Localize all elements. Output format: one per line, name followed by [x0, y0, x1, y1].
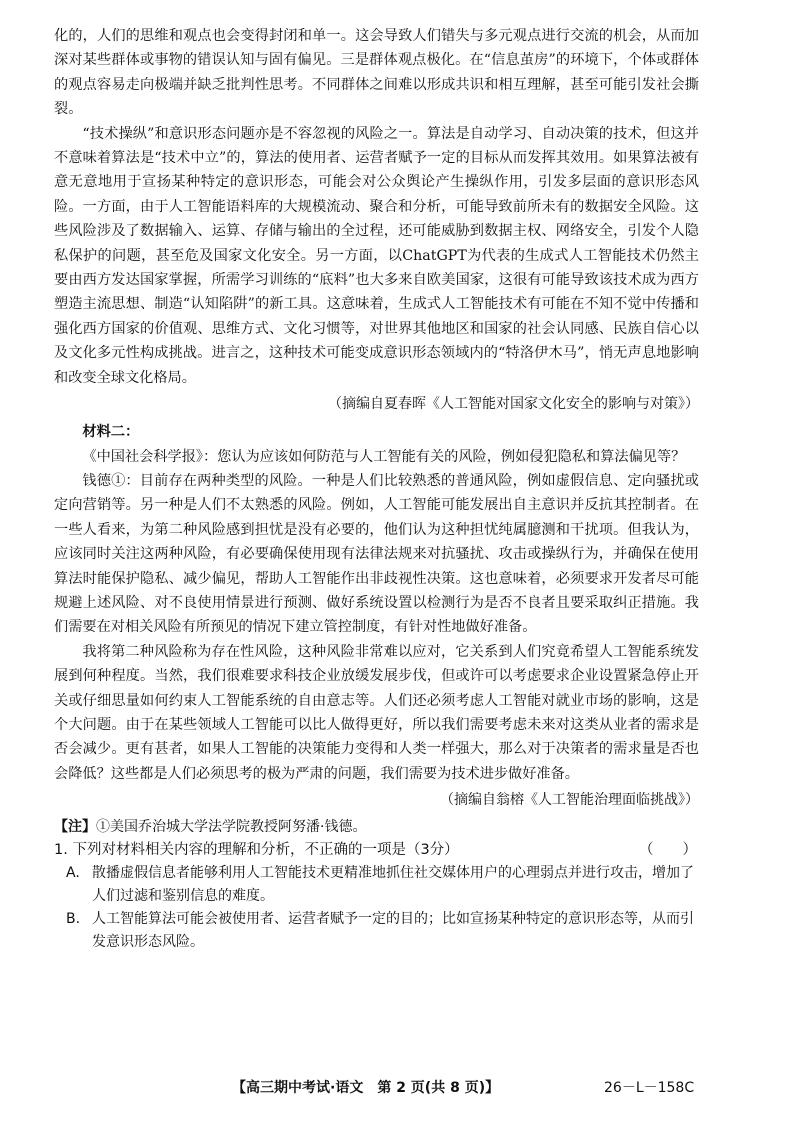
paragraph: 钱德①：目前存在两种类型的风险。一种是人们比较熟悉的普通风险，例如虚假信息、定向骚扰或定向营销等。另一种是人们不太熟悉的风险。例如，人工智能可能发展出自主意识并反抗其控制者。在一些人看来，为第二种风险感到担忧是没有必要的，他们认为这种担忧纯属臆测和干扰项。但我认为，应该同时关注这两种风险，有必要确保使用现有法律法规来对抗骚扰、攻击或操纵行为，并确保在使用算法时能保护隐私、减少偏见，帮助人工智能作出非歧视性决策。这也意味着，必须要求开发者尽可能规避上述风险、对不良使用情景进行预测、做好系统设置以检测行为是否不良者且要采取纠正措施。我们需要在对相关风险有所预见的情况下建立管控制度，有针对性地做好准备。 [54, 472, 699, 636]
footer-code: 26－L－158C [604, 1080, 695, 1096]
footnote [54, 816, 699, 838]
option-text: 散播虚假信息者能够利用人工智能技术更精准地抓住社交媒体用户的心理弱点并进行攻击，增加了人们过滤和鉴别信息的难度。 [92, 865, 694, 905]
paragraph: 我将第二种风险称为存在性风险，这种风险非常难以应对，它关系到人们究竟希望人工智能系统发展到何种程度。当然，我们很难要求科技企业放缓发展步伐，但或许可以考虑要求企业设置紧急停止开关或仔细思量如何约束人工智能系统的自由意志等。人们还必须考虑人工智能对就业市场的影响，这是个大问题。由于在某些领域人工智能可以比人做得更好，所以我们需要考虑未来对这类从业者的需求是否会减少。更有甚者，如果人工智能的决策能力变得和人类一样强大，那么对于决策者的需求量是否也会降低？这些都是人们必须思考的极为严肃的问题，我们需要为技术进步做好准备。 [54, 643, 699, 782]
footnote-text: ①美国乔治城大学法学院教授阿努潘·钱德。 [96, 819, 367, 836]
footer-title: 【高三期中考试·语文 第 2 页(共 8 页)】 [232, 1080, 500, 1096]
option-text: 人工智能算法可能会被使用者、运营者赋予一定的目的；比如宣扬某种特定的意识形态等，从而引发意识形态风险。 [92, 911, 694, 951]
footnote-label: 【注】 [54, 819, 96, 836]
option-b [54, 908, 699, 954]
citation: （摘编自夏春晖《人工智能对国家文化安全的影响与对策》） [328, 396, 699, 413]
citation: （摘编自翁榕《人工智能治理面临挑战》） [440, 792, 699, 809]
option-letter: A. [66, 865, 80, 882]
question-stem [54, 838, 699, 862]
question-text: 1. 下列对材料相关内容的理解和分析，不正确的一项是（3分） [54, 842, 459, 859]
section-heading: 材料二： [82, 424, 140, 441]
interview-question: 《中国社会科学报》：您认为应该如何防范与人工智能有关的风险，例如侵犯隐私和算法偏见等？ [82, 448, 686, 465]
page-footer [0, 1077, 793, 1101]
option-letter: B. [66, 911, 81, 928]
paragraph: 化的，人们的思维和观点也会变得封闭和单一。这会导致人们错失与多元观点进行交流的机会，从而加深对某些群体或事物的错误认知与固有偏见。三是群体观点极化。在“信息茧房”的环境下，个体或群体的观点容易走向极端并缺乏批判性思考。不同群体之间难以形成共识和相互理解，甚至可能引发社会撕裂。 [54, 28, 699, 118]
answer-blank: （ ） [639, 842, 697, 859]
document-page [54, 24, 699, 954]
paragraph: “技术操纵”和意识形态问题亦是不容忽视的风险之一。算法是自动学习、自动决策的技术，但这并不意味着算法是“技术中立”的，算法的使用者、运营者赋予一定的目标从而发挥其效用。如果算法被有意无意地用于宣扬某种特定的意识形态，可能会对公众舆论产生操纵作用，引发多层面的意识形态风险。一方面，由于人工智能语料库的大规模流动、聚合和分析，可能导致前所未有的数据安全风险。这些风险涉及了数据输入、运算、存储与输出的全过程，还可能威胁到数据主权、网络安全，引发个人隐私保护的问题，甚至危及国家文化安全。另一方面，以ChatGPT为代表的生成式人工智能技术仍然主要由西方发达国家掌握，所需学习训练的“底料”也大多来自欧美国家，这很有可能导致该技术成为西方塑造主流思想、制造“认知陷阱”的新工具。这意味着，生成式人工智能技术有可能在不知不觉中传播和强化西方国家的价值观、思维方式、文化习惯等，对世界其他地区和国家的社会认同感、民族自信心以及文化多元性构成挑战。进言之，这种技术可能变成意识形态领域内的“特洛伊木马”，悄无声息地影响和改变全球文化格局。 [54, 125, 699, 386]
option-a [54, 862, 699, 908]
